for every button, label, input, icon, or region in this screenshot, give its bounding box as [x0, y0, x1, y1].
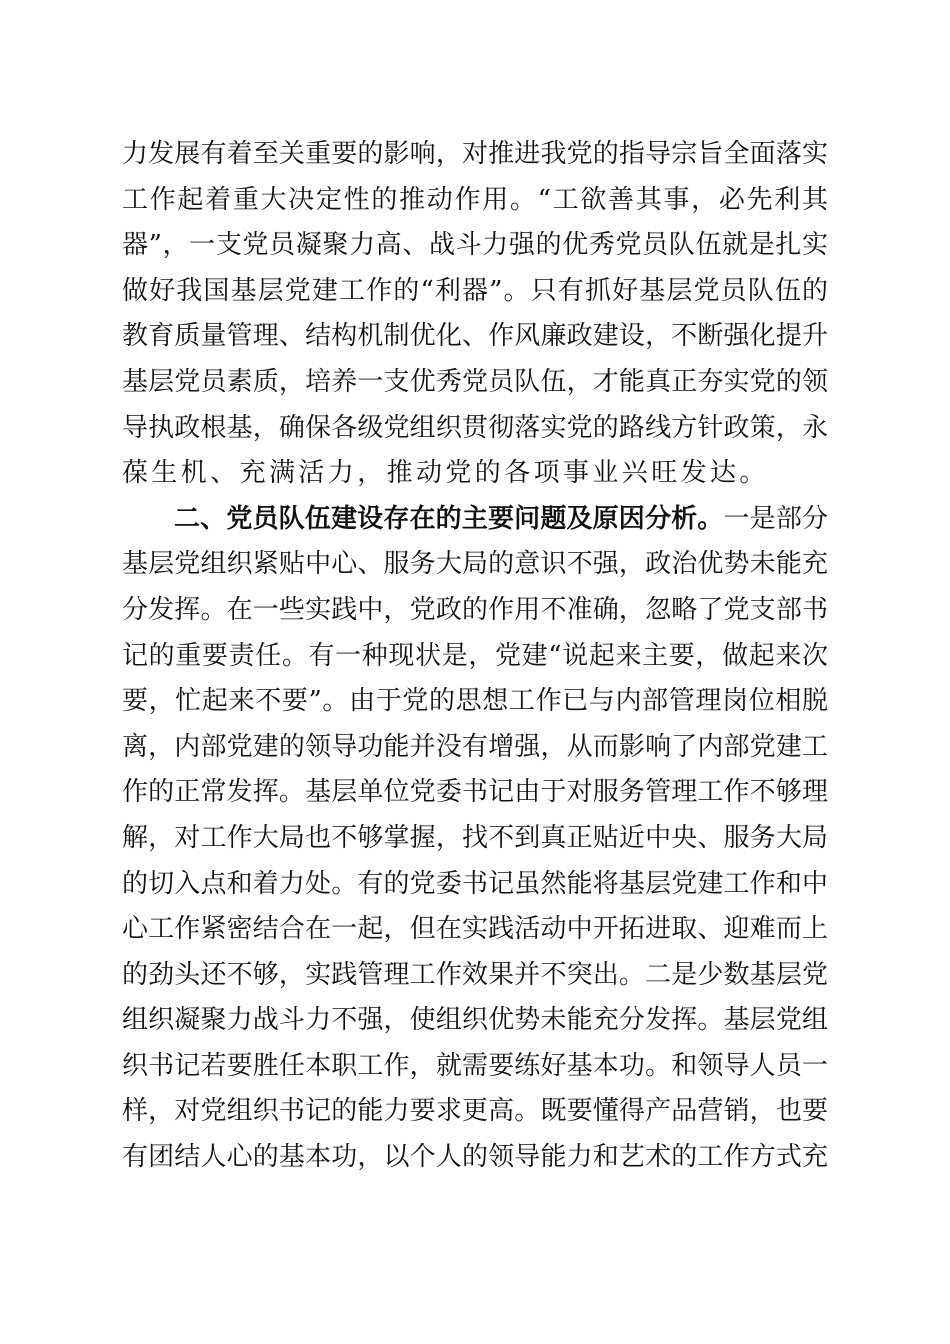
text-line: 样，对党组织书记的能力要求更高。既要懂得产品营销，也要 [122, 1096, 828, 1127]
text-line: 织书记若要胜任本职工作，就需要练好基本功。和领导人员一 [122, 1050, 828, 1081]
text-line: 导执政根基，确保各级党组织贯彻落实党的路线方针政策，永 [122, 412, 828, 443]
text-line: 做好我国基层党建工作的“利器”。只有抓好基层党员队伍的 [122, 275, 828, 306]
text-line: 工作起着重大决定性的推动作用。“工欲善其事，必先利其 [122, 184, 828, 215]
text-line: 基层党组织紧贴中心、服务大局的意识不强，政治优势未能充 [122, 549, 828, 580]
text-line: 作的正常发挥。基层单位党委书记由于对服务管理工作不够理 [122, 777, 828, 808]
text-line: 的劲头还不够，实践管理工作效果并不突出。二是少数基层党 [122, 959, 828, 990]
text-line: 基层党员素质，培养一支优秀党员队伍，才能真正夯实党的领 [122, 366, 828, 397]
text-line: 离，内部党建的领导功能并没有增强，从而影响了内部党建工 [122, 731, 828, 762]
paragraph-2 [122, 497, 828, 1181]
text-line: 要，忙起来不要”。由于党的思想工作已与内部管理岗位相脱 [122, 686, 828, 717]
paragraph-1 [122, 132, 828, 497]
text-line: 解，对工作大局也不够掌握，找不到真正贴近中央、服务大局 [122, 822, 828, 853]
section-heading: 二、党员队伍建设存在的主要问题及原因分析。 [174, 503, 724, 534]
text-line: 有团结人心的基本功，以个人的领导能力和艺术的工作方式充 [122, 1142, 828, 1173]
document-body [122, 132, 828, 1181]
paragraph-first-line [122, 497, 828, 543]
text-line: 葆生机、充满活力，推动党的各项事业兴旺发达。 [122, 458, 769, 489]
text-line: 力发展有着至关重要的影响，对推进我党的指导宗旨全面落实 [122, 139, 828, 169]
text-line: 教育质量管理、结构机制优化、作风廉政建设，不断强化提升 [122, 321, 828, 352]
text-line: 分发挥。在一些实践中，党政的作用不准确，忽略了党支部书 [122, 594, 828, 625]
text-line: 器”，一支党员凝聚力高、战斗力强的优秀党员队伍就是扎实 [122, 230, 828, 261]
text-line: 组织凝聚力战斗力不强，使组织优势未能充分发挥。基层党组 [122, 1005, 828, 1036]
heading-continuation: 一是部分 [723, 503, 828, 534]
text-line: 的切入点和着力处。有的党委书记虽然能将基层党建工作和中 [122, 868, 828, 899]
text-line: 记的重要责任。有一种现状是，党建“说起来主要，做起来次 [122, 640, 828, 671]
text-line: 心工作紧密结合在一起，但在实践活动中开拓进取、迎难而上 [122, 914, 828, 945]
